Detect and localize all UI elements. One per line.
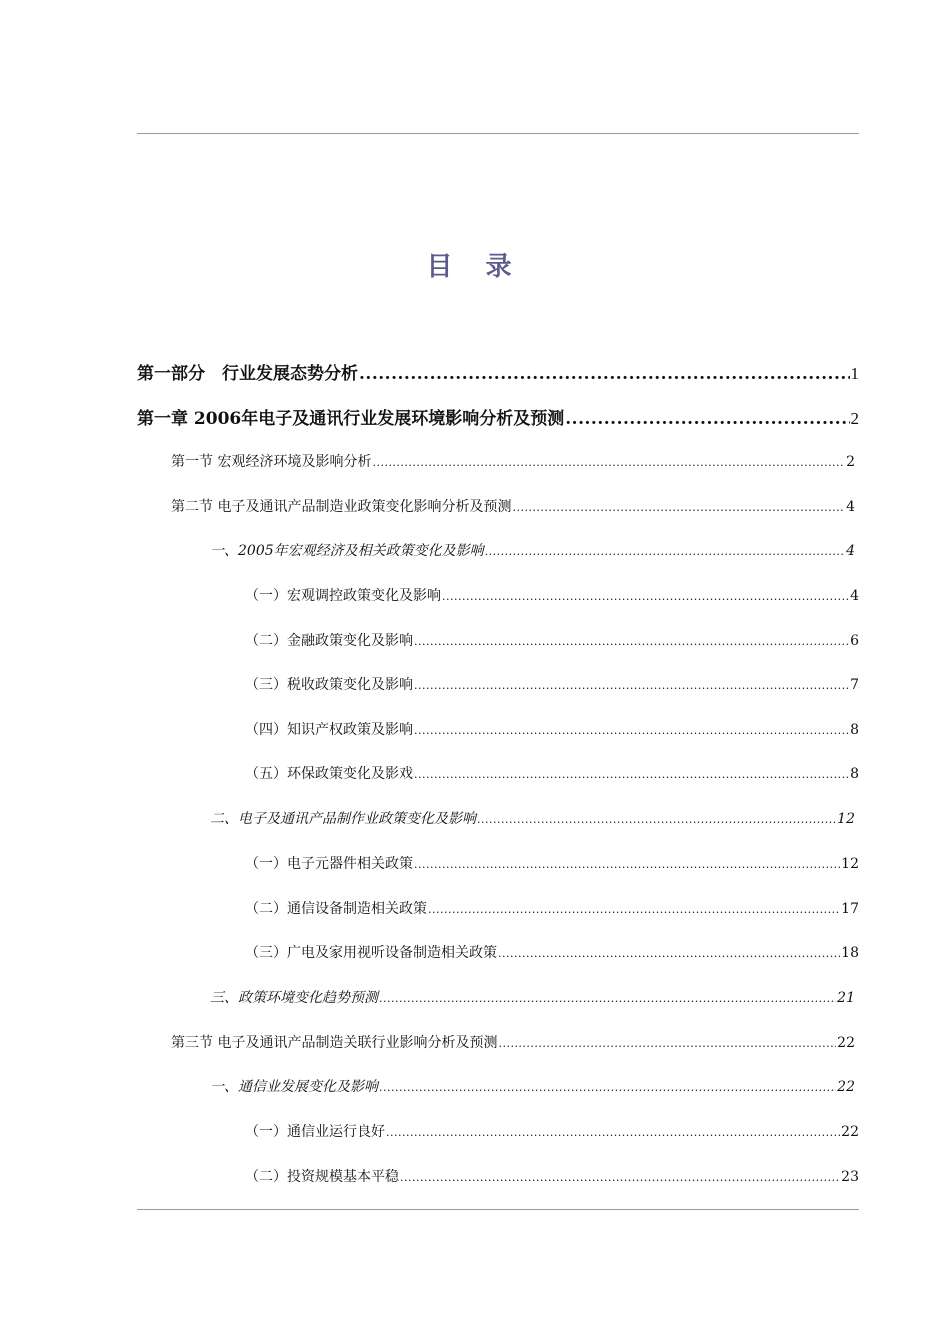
toc-entry-section-1[interactable]	[171, 451, 855, 471]
toc-leader	[498, 945, 840, 961]
toc-entry-text: （二）投资规模基本平稳	[245, 1169, 399, 1185]
toc-entry-page: 17	[841, 901, 859, 917]
toc-entry-subitem[interactable]	[245, 763, 859, 783]
toc-entry-page: 8	[850, 766, 859, 782]
toc-entry-subitem[interactable]	[245, 1166, 859, 1186]
toc-entry-text: （一）宏观调控政策变化及影响	[245, 588, 441, 604]
toc-entry-text: （三）税收政策变化及影响	[245, 677, 413, 693]
toc-entry-item-3-1[interactable]	[210, 1076, 855, 1096]
toc-leader	[379, 1079, 836, 1095]
toc-leader	[372, 454, 845, 470]
toc-entry-page: 4	[846, 543, 855, 559]
toc-entry-page: 4	[846, 499, 855, 515]
toc-entry-text: （一）电子元器件相关政策	[245, 856, 413, 872]
toc-leader	[414, 633, 849, 649]
toc-entry-text: 二、电子及通讯产品制作业政策变化及影响	[210, 811, 476, 827]
toc-entry-text: 一、2005年宏观经济及相关政策变化及影响	[210, 543, 484, 559]
toc-leader	[428, 901, 840, 917]
toc-entry-page: 7	[850, 677, 859, 693]
toc-entry-text: 三、政策环境变化趋势预测	[210, 990, 378, 1006]
toc-entry-text: 第一章 2006年电子及通讯行业发展环境影响分析及预测	[137, 409, 565, 429]
toc-entry-page: 8	[850, 722, 859, 738]
toc-leader	[512, 499, 845, 515]
toc-leader	[400, 1169, 840, 1185]
toc-entry-page: 12	[841, 856, 859, 872]
toc-entry-section-2[interactable]	[171, 496, 855, 516]
toc-entry-page: 21	[837, 990, 855, 1006]
toc-entry-subitem[interactable]	[245, 1121, 859, 1141]
toc-entry-text: 第三节 电子及通讯产品制造关联行业影响分析及预测	[171, 1035, 498, 1051]
toc-entry-subitem[interactable]	[245, 585, 859, 605]
toc-entry-subitem[interactable]	[245, 630, 859, 650]
toc-entry-text: （一）通信业运行良好	[245, 1124, 385, 1140]
toc-entry-text: （五）环保政策变化及影戏	[245, 766, 413, 782]
toc-leader	[442, 588, 849, 604]
toc-entry-text: 第一部分 行业发展态势分析	[137, 364, 358, 384]
toc-entry-chapter-1[interactable]	[137, 404, 859, 429]
toc-entry-text: （二）金融政策变化及影响	[245, 633, 413, 649]
toc-entry-page: 2	[850, 409, 859, 428]
toc-entry-page: 1	[850, 364, 859, 383]
toc-leader	[485, 543, 845, 559]
toc-entry-text: 第二节 电子及通讯产品制造业政策变化影响分析及预测	[171, 499, 512, 515]
toc-entry-text: 第一节 宏观经济环境及影响分析	[171, 454, 372, 470]
toc-entry-subitem[interactable]	[245, 898, 859, 918]
toc-entry-item-2-3[interactable]	[210, 987, 855, 1007]
toc-entry-text: 一、通信业发展变化及影响	[210, 1079, 378, 1095]
toc-leader	[477, 811, 836, 827]
toc-entry-part-1[interactable]	[137, 359, 859, 384]
toc-leader	[565, 409, 849, 429]
toc-entry-page: 22	[841, 1124, 859, 1140]
toc-entry-subitem[interactable]	[245, 942, 859, 962]
toc-entry-page: 4	[850, 588, 859, 604]
toc-title: 目 录	[426, 252, 524, 282]
toc-entry-page: 23	[841, 1169, 859, 1185]
toc-entry-page: 18	[841, 945, 859, 961]
toc-entry-page: 22	[837, 1035, 855, 1051]
footer-rule	[137, 1209, 859, 1210]
toc-entry-item-2-1[interactable]	[210, 540, 855, 560]
toc-entry-subitem[interactable]	[245, 674, 859, 694]
toc-entry-page: 2	[846, 454, 855, 470]
toc-leader	[359, 364, 850, 384]
toc-leader	[414, 856, 840, 872]
toc-entry-page: 22	[837, 1079, 855, 1095]
toc-entry-text: （四）知识产权政策及影响	[245, 722, 413, 738]
toc-leader	[498, 1035, 836, 1051]
toc-entry-subitem[interactable]	[245, 853, 859, 873]
toc-entry-page: 6	[850, 633, 859, 649]
toc-leader	[414, 722, 849, 738]
toc-leader	[386, 1124, 840, 1140]
toc-entry-text: （二）通信设备制造相关政策	[245, 901, 427, 917]
toc-leader	[414, 766, 849, 782]
toc-entry-subitem[interactable]	[245, 719, 859, 739]
toc-entry-section-3[interactable]	[171, 1032, 855, 1052]
toc-entry-text: （三）广电及家用视听设备制造相关政策	[245, 945, 497, 961]
toc-leader	[414, 677, 849, 693]
toc-leader	[379, 990, 836, 1006]
toc-entry-item-2-2[interactable]	[210, 808, 855, 828]
toc-entry-page: 12	[837, 811, 855, 827]
